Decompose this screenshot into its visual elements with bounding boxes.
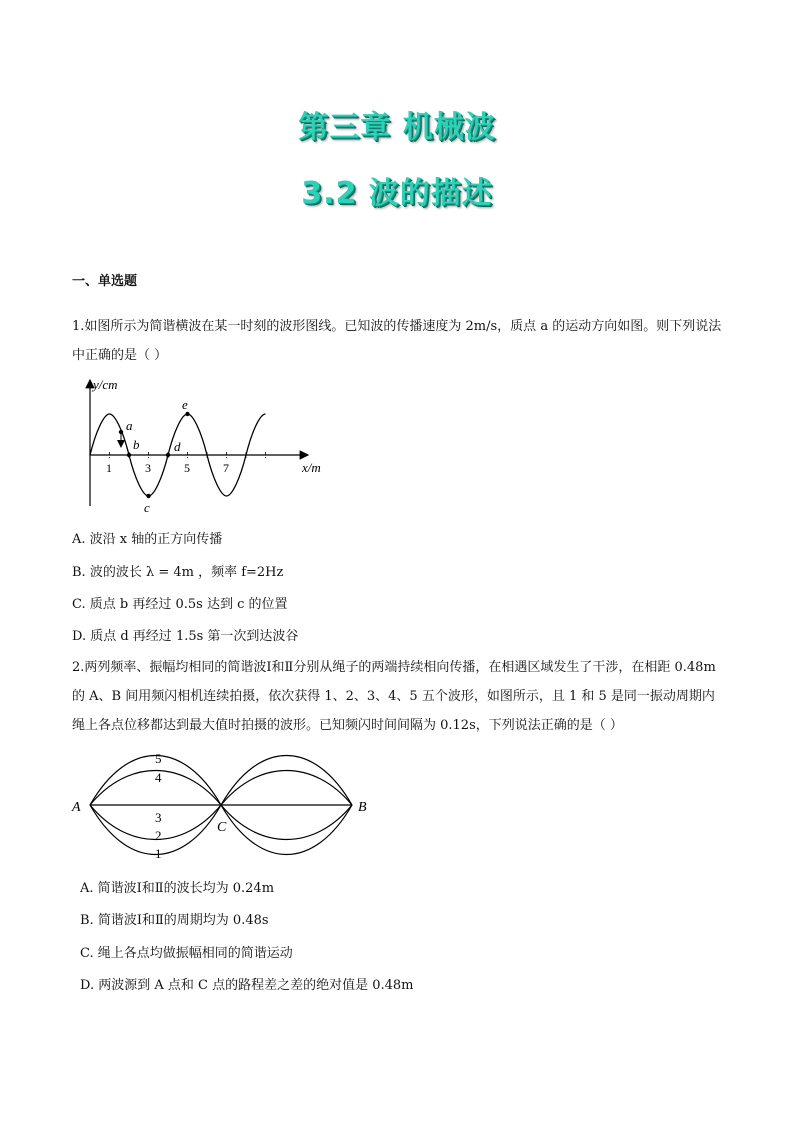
q2-option-b: B. 简谐波Ⅰ和Ⅱ的周期均为 0.48s	[80, 913, 269, 928]
wave-label-2: 2	[155, 828, 162, 843]
x-tick-3: 3	[145, 461, 151, 475]
x-axis-label: x/m	[302, 460, 321, 475]
chapter-title: 第三章 机械波	[298, 110, 496, 145]
point-A-label: A	[72, 800, 81, 815]
q1-option-b: B. 波的波长 λ = 4m ，频率 f=2Hz	[72, 565, 284, 580]
y-axis-label: y/cm	[93, 377, 118, 392]
q2-option-d: D. 两波源到 A 点和 C 点的路程差之差的绝对值是 0.48m	[80, 978, 414, 993]
question-2-standing-wave-figure	[68, 745, 378, 865]
wave-label-5: 5	[155, 751, 162, 766]
point-b-label: b	[133, 437, 140, 452]
section-heading: 一、单选题	[72, 274, 138, 289]
point-B-label: B	[358, 800, 367, 815]
q2-option-a: A. 简谐波Ⅰ和Ⅱ的波长均为 0.24m	[80, 881, 275, 896]
point-d-label: d	[174, 439, 181, 454]
point-b-dot	[127, 453, 131, 457]
wave-4-curve	[90, 771, 352, 806]
point-a-label: a	[126, 418, 133, 433]
section-title: 3.2 波的描述	[301, 176, 493, 211]
question-1-stem: 1.如图所示为简谐横波在某一时刻的波形图线。已知波的传播速度为 2m/s，质点 a 的运动方向如图。则下列说法中正确的是（ ）	[72, 319, 722, 363]
x-tick-7: 7	[223, 461, 229, 475]
question-2-stem: 2.两列频率、振幅均相同的简谐波Ⅰ和Ⅱ分别从绳子的两端持续相向传播，在相遇区域发生了干涉，在相距 0.48m 的 A、B 间用频闪相机连续拍摄，依次获得 1、2、3、4、5 五个波形，如图所示，且 1 和 5 是同一振动周期内绳上各点位移都达到最大值时拍摄的波形。已知频闪时间间隔为 0.12s，下列说法正确的是（ ）	[72, 660, 716, 733]
x-tick-5: 5	[184, 461, 190, 475]
q1-option-c: C. 质点 b 再经过 0.5s 达到 c 的位置	[72, 597, 288, 612]
point-e-dot	[185, 412, 189, 416]
point-c-dot	[146, 494, 150, 498]
q1-option-d: D. 质点 d 再经过 1.5s 第一次到达波谷	[72, 629, 299, 644]
q1-option-a: A. 波沿 x 轴的正方向传播	[72, 532, 223, 547]
wave-label-4: 4	[155, 770, 162, 785]
wave-label-1: 1	[155, 846, 162, 861]
point-d-dot	[166, 453, 170, 457]
point-e-label: e	[182, 397, 188, 412]
point-c-label: c	[144, 500, 150, 515]
wave-5-curve	[90, 756, 352, 806]
x-tick-1: 1	[106, 461, 112, 475]
wave-label-3: 3	[155, 810, 162, 825]
question-1-wave-figure	[70, 374, 340, 520]
q2-option-c: C. 绳上各点均做振幅相同的简谐运动	[80, 946, 293, 961]
point-C-label: C	[217, 820, 227, 835]
